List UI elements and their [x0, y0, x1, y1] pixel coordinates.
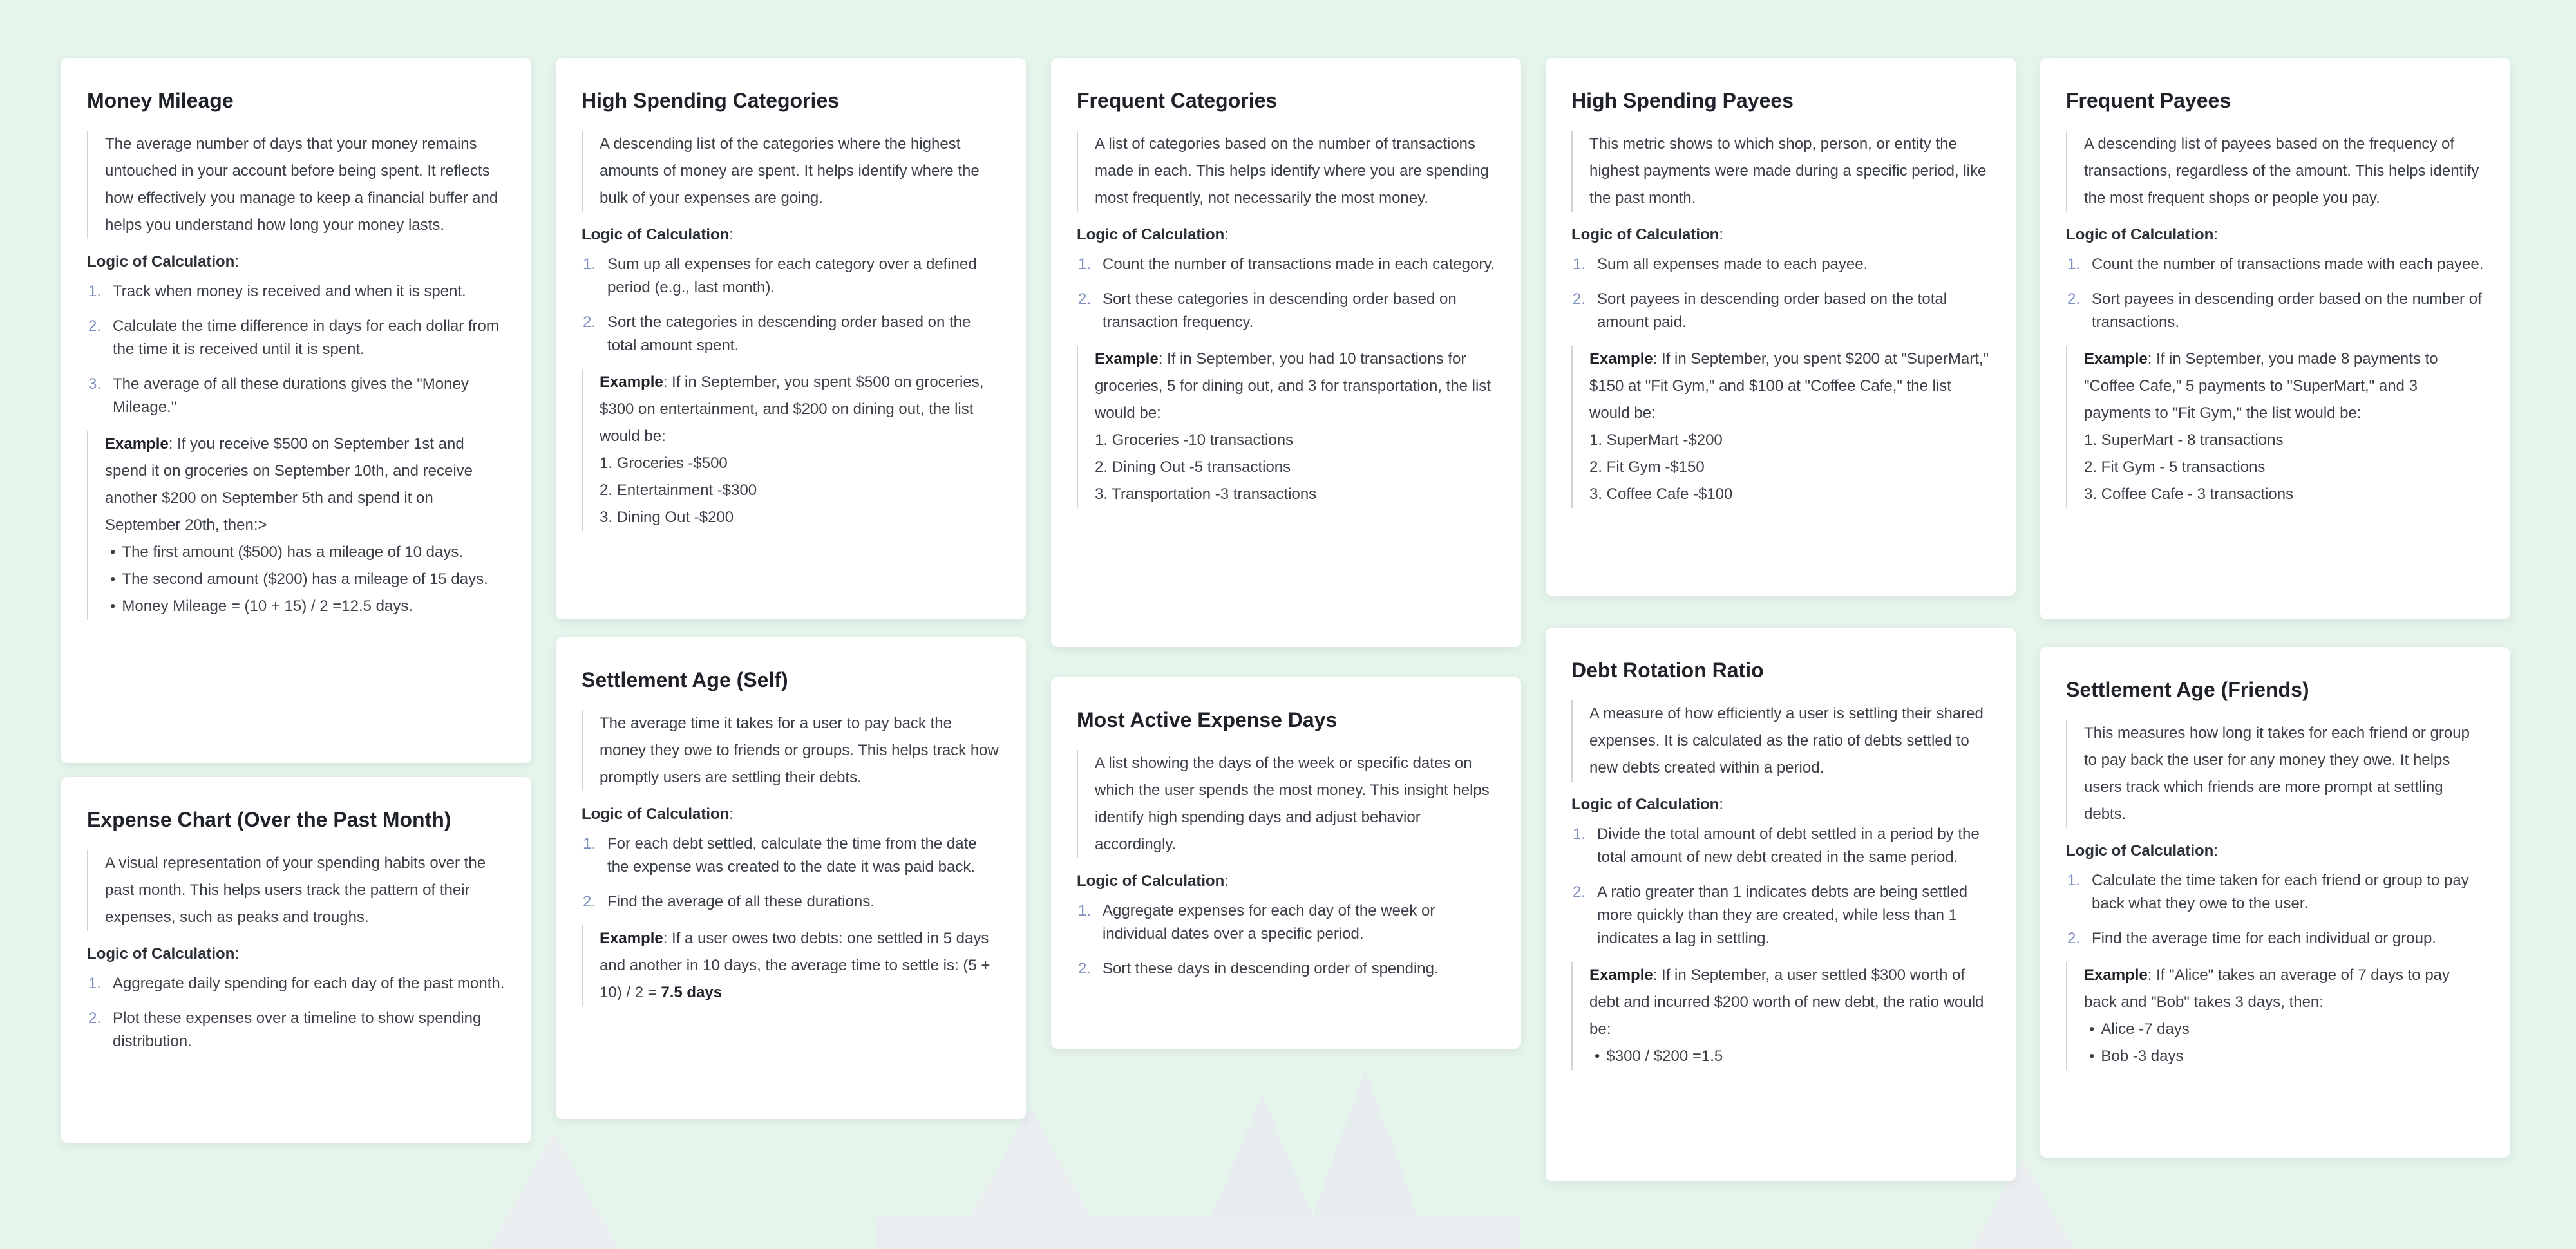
example-result: 7.5 days: [661, 984, 723, 1001]
card-frequent-payees: [2040, 58, 2510, 619]
logic-label: Logic of Calculation:: [1077, 872, 1229, 890]
card-money-mileage: [61, 58, 531, 763]
steps-list: [2066, 253, 2485, 334]
steps-list: [87, 280, 506, 419]
step-item: 1. Count the number of transactions made with each payee.: [2067, 256, 2484, 273]
logic-label: Logic of Calculation:: [582, 226, 734, 243]
step-item: 2. Sort the categories in descending order based on the total amount spent.: [583, 314, 971, 354]
example-block: Example: If a user owes two debts: one settled in 5 days and another in 10 days, the average time to settle is: (5 + 10) / 2 = 7.5 days: [582, 925, 1000, 1006]
example-line: 2. Entertainment -$300: [600, 482, 757, 499]
card-title: Debt Rotation Ratio: [1571, 659, 1764, 682]
card-description: A list of categories based on the number of transactions made in each. This helps identify where you are spending most frequently, not necessarily the most money.: [1077, 131, 1495, 212]
card-description: A measure of how efficiently a user is settling their shared expenses. It is calculated as the ratio of debts settled to new debts created within a period.: [1571, 700, 1990, 782]
step-item: 2. Sort payees in descending order based on the number of transactions.: [2067, 290, 2482, 331]
step-item: 2. A ratio greater than 1 indicates debts are being settled more quickly than they are created, while less than 1 indicates a lag in settling.: [1573, 883, 1968, 947]
example-line: 2. Dining Out -5 transactions: [1095, 458, 1291, 476]
example-line: 3. Dining Out -$200: [600, 509, 734, 526]
example-block: Example: If "Alice" takes an average of 7 days to pay back and "Bob" takes 3 days, then: • Alice -7 days • Bob -3 days: [2066, 962, 2485, 1070]
example-block: Example: If in September, you made 8 payments to "Coffee Cafe," 5 payments to "SuperMart," and 3 payments to "Fit Gym," the list would be: 1. SuperMart - 8 transactions 2. Fit Gym - 5 transactions 3. Coffee Cafe - 3 transactions: [2066, 346, 2485, 508]
step-item: 2. Plot these expenses over a timeline to show spending distribution.: [88, 1010, 482, 1050]
card-title: Frequent Categories: [1077, 89, 1278, 112]
step-item: 1. Aggregate daily spending for each day of the past month.: [88, 975, 505, 992]
card-description: A list showing the days of the week or specific dates on which the user spends the most money. This insight helps identify high spending days and adjust behavior accordingly.: [1077, 750, 1495, 858]
steps-list: [582, 253, 1000, 357]
example-line: 3. Transportation -3 transactions: [1095, 485, 1317, 503]
example-line: 1. Groceries -$500: [600, 455, 728, 472]
example-line: 3. Coffee Cafe - 3 transactions: [2084, 485, 2294, 503]
step-item: 2. Sort these days in descending order of spending.: [1078, 960, 1439, 977]
example-bullet: • Bob -3 days: [2084, 1043, 2485, 1070]
card-description: This metric shows to which shop, person, or entity the highest payments were made during a specific period, like the past month.: [1571, 131, 1990, 212]
card-title: Expense Chart (Over the Past Month): [87, 808, 451, 831]
step-item: 1. Sum up all expenses for each category over a defined period (e.g., last month).: [583, 256, 977, 296]
step-item: 3. The average of all these durations gives the "Money Mileage.": [88, 375, 469, 416]
steps-list: [1571, 823, 1990, 950]
card-title: Settlement Age (Self): [582, 668, 788, 691]
steps-list: [1571, 253, 1990, 334]
card-debt-rotation-ratio: [1546, 628, 2016, 1181]
example-line: 1. SuperMart - 8 transactions: [2084, 431, 2284, 449]
card-settlement-age-friends: [2040, 647, 2510, 1158]
card-description: This measures how long it takes for each friend or group to pay back the user for any money they owe. It helps users track which friends are more prompt at settling debts.: [2066, 720, 2485, 828]
step-item: 1. Count the number of transactions made in each category.: [1078, 256, 1495, 273]
example-bullet: • Money Mileage = (10 + 15) / 2 =12.5 days.: [105, 593, 506, 620]
example-block: Example: If in September, you spent $500 on groceries, $300 on entertainment, and $200 on dining out, the list would be: 1. Groceries -$500 2. Entertainment -$300 3. Dining Out -$200: [582, 369, 1000, 531]
card-title: Most Active Expense Days: [1077, 708, 1338, 731]
step-item: 1. Track when money is received and when it is spent.: [88, 283, 466, 300]
card-title: Money Mileage: [87, 89, 234, 112]
logic-label: Logic of Calculation:: [87, 945, 240, 963]
example-block: Example: If you receive $500 on September 1st and spend it on groceries on September 10th, and receive another $200 on September 5th and spend it on September 20th, then:> • The first amount ($500) has a mileage of 10 days. • The second amount ($200) has a mileage of 15 days. • Money Mileage = (10 + 15) / 2 =12.5 days.: [87, 431, 506, 620]
logic-label: Logic of Calculation:: [582, 805, 734, 823]
example-bullet: • Alice -7 days: [2084, 1016, 2485, 1043]
example-bullet: • $300 / $200 =1.5: [1589, 1043, 1990, 1070]
example-bullet: • The second amount ($200) has a mileage of 15 days.: [105, 566, 506, 593]
card-high-spending-categories: [556, 58, 1026, 619]
card-description: A descending list of payees based on the frequency of transactions, regardless of the amount. This helps identify the most frequent shops or people you pay.: [2066, 131, 2485, 212]
card-high-spending-payees: [1546, 58, 2016, 596]
card-settlement-age-self: [556, 637, 1026, 1119]
step-item: 1. Divide the total amount of debt settled in a period by the total amount of new debt created in the same period.: [1573, 825, 1980, 866]
card-title: Frequent Payees: [2066, 89, 2231, 112]
example-block: Example: If in September, you spent $200 at "SuperMart," $150 at "Fit Gym," and $100 at "Coffee Cafe," the list would be: 1. SuperMart -$200 2. Fit Gym -$150 3. Coffee Cafe -$100: [1571, 346, 1990, 508]
example-line: 3. Coffee Cafe -$100: [1589, 485, 1733, 503]
example-line: 1. Groceries -10 transactions: [1095, 431, 1294, 449]
card-title: High Spending Categories: [582, 89, 840, 112]
card-frequent-categories: [1051, 58, 1521, 647]
example-bullet: • The first amount ($500) has a mileage of 10 days.: [105, 539, 506, 566]
step-item: 2. Find the average time for each individual or group.: [2067, 930, 2436, 947]
example-line: 2. Fit Gym -$150: [1589, 458, 1705, 476]
steps-list: [582, 832, 1000, 914]
step-item: 2. Calculate the time difference in days for each dollar from the time it is received until it is spent.: [88, 317, 499, 358]
step-item: 2. Sort these categories in descending order based on transaction frequency.: [1078, 290, 1457, 331]
example-line: 2. Fit Gym - 5 transactions: [2084, 458, 2266, 476]
logic-label: Logic of Calculation:: [1077, 226, 1229, 243]
steps-list: [1077, 899, 1495, 981]
card-most-active-expense-days: [1051, 677, 1521, 1049]
example-block: Example: If in September, a user settled $300 worth of debt and incurred $200 worth of new debt, the ratio would be: • $300 / $200 =1.5: [1571, 962, 1990, 1070]
logic-label: Logic of Calculation:: [87, 253, 240, 270]
step-item: 1. For each debt settled, calculate the time from the date the expense was created to the date it was paid back.: [583, 835, 977, 876]
card-description: The average number of days that your money remains untouched in your account before being spent. It reflects how effectively you manage to keep a financial buffer and helps you understand how long your money lasts.: [87, 131, 506, 239]
logic-label: Logic of Calculation:: [2066, 842, 2219, 859]
steps-list: [1077, 253, 1495, 334]
step-item: 1. Sum all expenses made to each payee.: [1573, 256, 1868, 273]
card-description: The average time it takes for a user to pay back the money they owe to friends or groups. This helps track how promptly users are settling their debts.: [582, 710, 1000, 791]
card-expense-chart: [61, 777, 531, 1143]
logic-label: Logic of Calculation:: [2066, 226, 2219, 243]
card-title: Settlement Age (Friends): [2066, 678, 2309, 701]
steps-list: [2066, 869, 2485, 950]
example-block: Example: If in September, you had 10 transactions for groceries, 5 for dining out, and 3 for transportation, the list would be: 1. Groceries -10 transactions 2. Dining Out -5 transactions 3. Transportation -3 transactions: [1077, 346, 1495, 508]
step-item: 1. Calculate the time taken for each friend or group to pay back what they owe to the user.: [2067, 872, 2469, 912]
card-description: A descending list of the categories where the highest amounts of money are spent. It helps identify where the bulk of your expenses are going.: [582, 131, 1000, 212]
logic-label: Logic of Calculation:: [1571, 226, 1724, 243]
example-line: 1. SuperMart -$200: [1589, 431, 1723, 449]
card-description: A visual representation of your spending habits over the past month. This helps users track the pattern of their expenses, such as peaks and troughs.: [87, 850, 506, 931]
logic-label: Logic of Calculation:: [1571, 796, 1724, 813]
step-item: 2. Find the average of all these durations.: [583, 893, 875, 910]
step-item: 2. Sort payees in descending order based on the total amount paid.: [1573, 290, 1947, 331]
step-item: 1. Aggregate expenses for each day of the week or individual dates over a specific period.: [1078, 902, 1435, 943]
steps-list: [87, 972, 506, 1053]
card-title: High Spending Payees: [1571, 89, 1794, 112]
